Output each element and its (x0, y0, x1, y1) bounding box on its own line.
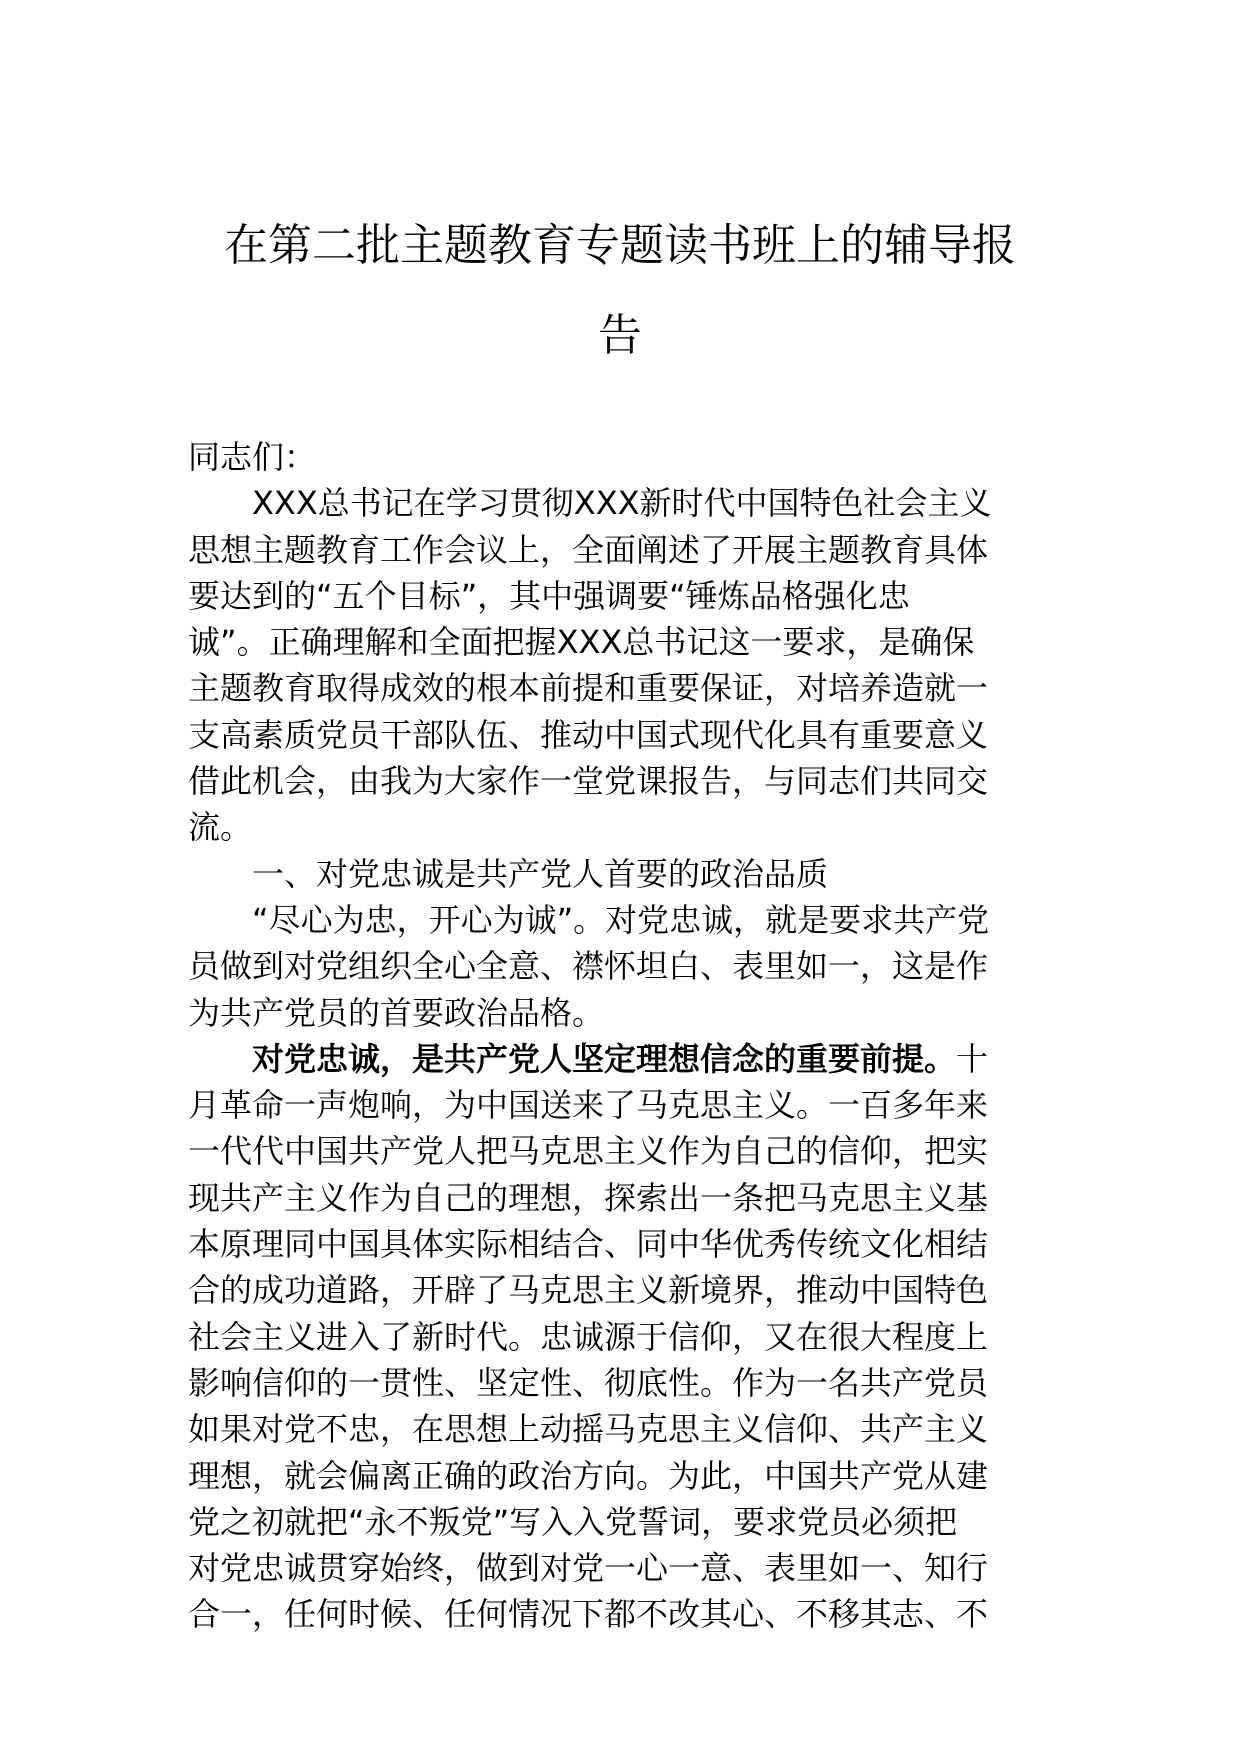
text-line (188, 943, 1068, 989)
text-line (188, 1175, 1068, 1221)
text-line (188, 1082, 1068, 1128)
line-text: 流。 (188, 808, 253, 847)
text-line (188, 990, 1068, 1036)
text-line (188, 1314, 1068, 1360)
line-text: 诚”。正确理解和全面把握XXX总书记这一要求，是确保 (188, 623, 975, 662)
line-text: 思想主题教育工作会议上，全面阐述了开展主题教育具体 (188, 530, 989, 569)
line-text: 本原理同中国具体实际相结合、同中华优秀传统文化相结 (188, 1225, 989, 1264)
bold-lead-sentence: 对党忠诚，是共产党人坚定理想信念的重要前提。 (252, 1039, 957, 1078)
text-line (188, 1591, 1068, 1637)
line-text: 一代代中国共产党人把马克思主义作为自己的信仰，把实 (188, 1132, 989, 1171)
text-line (188, 665, 1068, 711)
line-text: 为共产党员的首要政治品格。 (188, 993, 605, 1032)
line-text: 党之初就把“永不叛党”写入入党誓词，要求党员必须把 (188, 1502, 958, 1541)
line-text: 一、对党忠诚是共产党人首要的政治品质 (252, 854, 829, 893)
text-line (188, 1453, 1068, 1499)
text-line (188, 712, 1068, 758)
line-text: 影响信仰的一贯性、坚定性、彻底性。作为一名共产党员 (188, 1363, 989, 1402)
line-text: 十 (956, 1039, 989, 1078)
line-text: 月革命一声炮响，为中国送来了马克思主义。一百多年来 (188, 1086, 989, 1125)
text-line (188, 619, 1068, 665)
line-text: 对党忠诚贯穿始终，做到对党一心一意、表里如一、知行 (188, 1549, 989, 1588)
line-text: 合的成功道路，开辟了马克思主义新境界，推动中国特色 (188, 1271, 989, 1310)
line-text: 理想，就会偏离正确的政治方向。为此，中国共产党从建 (188, 1456, 989, 1495)
line-text: 主题教育取得成效的根本前提和重要保证，对培养造就一 (188, 669, 989, 708)
line-text: 借此机会，由我为大家作一堂党课报告，与同志们共同交 (188, 762, 989, 801)
text-line (188, 1545, 1068, 1591)
text-line (188, 1128, 1068, 1174)
line-text: 同志们： (188, 438, 317, 476)
document-body (188, 434, 1068, 1638)
line-text: 支高素质党员干部队伍、推动中国式现代化具有重要意义 (188, 715, 989, 754)
text-line (188, 1221, 1068, 1267)
text-line (188, 851, 1068, 897)
text-line (188, 573, 1068, 619)
line-text: 现共产主义作为自己的理想，探索出一条把马克思主义基 (188, 1178, 989, 1217)
text-line (188, 804, 1068, 850)
line-text: 员做到对党组织全心全意、襟怀坦白、表里如一，这是作 (188, 947, 989, 986)
document-title-line-2: 告 (598, 310, 642, 361)
text-line (188, 527, 1068, 573)
text-line (188, 1267, 1068, 1313)
text-line (188, 1360, 1068, 1406)
text-line (188, 1036, 1068, 1082)
text-line (188, 758, 1068, 804)
text-line (188, 897, 1068, 943)
line-text: XXX总书记在学习贯彻XXX新时代中国特色社会主义 (252, 484, 992, 523)
document-title-line-1: 在第二批主题教育专题读书班上的辅导报 (224, 220, 1016, 271)
line-text: 如果对党不忠，在思想上动摇马克思主义信仰、共产主义 (188, 1410, 989, 1449)
text-line (188, 1406, 1068, 1452)
line-text: “尽心为忠，开心为诚”。对党忠诚，就是要求共产党 (252, 900, 990, 939)
text-line (188, 434, 1068, 480)
line-text: 社会主义进入了新时代。忠诚源于信仰，又在很大程度上 (188, 1317, 989, 1356)
text-line (188, 1499, 1068, 1545)
text-line (188, 480, 1068, 526)
line-text: 要达到的“五个目标”，其中强调要“锤炼品格强化忠 (188, 576, 910, 615)
line-text: 合一，任何时候、任何情况下都不改其心、不移其志、不 (188, 1595, 989, 1634)
